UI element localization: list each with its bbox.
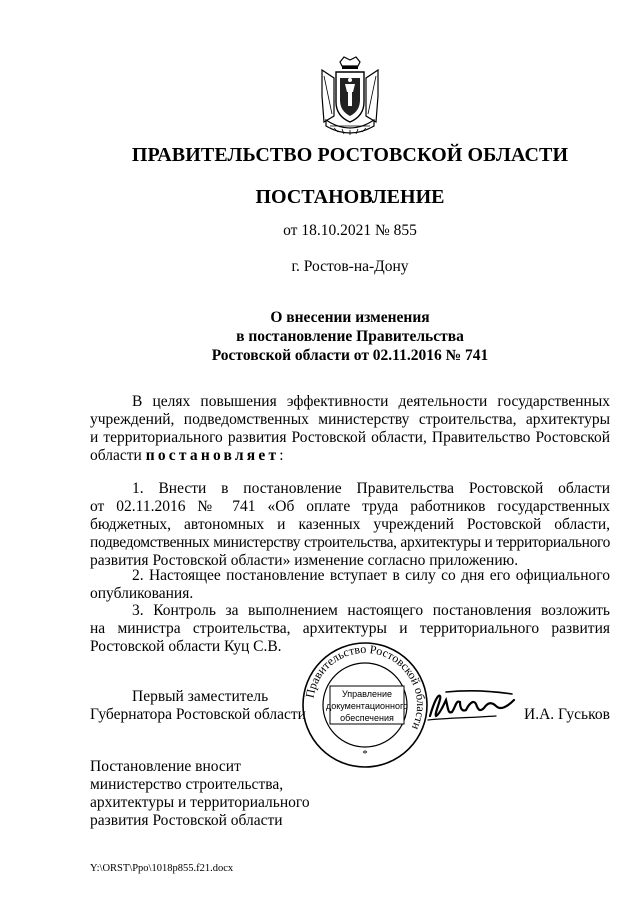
text-fragment: области — [90, 447, 146, 464]
text-line: от 02.11.2016 № 741 «Об оплате труда работников государственных — [90, 498, 610, 515]
text-line: В целях повышения эффективности деятельности государственных — [132, 393, 610, 410]
subject-line: Ростовской области от 02.11.2016 № 741 — [211, 347, 489, 364]
subject-line: в постановление Правительства — [236, 328, 464, 345]
text-line: и территориального развития Ростовской области, Правительство Ростовской — [90, 429, 610, 446]
signatory-position — [90, 688, 306, 724]
note-line: министерство строительства, — [90, 776, 284, 793]
file-path: Y:\ORST\Ppo\1018p855.f21.docx — [90, 863, 234, 874]
text-line: развития Ростовской области» изменение согласно приложению. — [90, 552, 519, 569]
text-line: 3. Контроль за выполнением настоящего постановления возложить — [132, 602, 610, 619]
stamp-ring-text: Правительство Ростовской области — [302, 641, 429, 733]
position-line: Первый заместитель — [132, 688, 269, 705]
item-2-paragraph — [90, 567, 610, 603]
text-line: учреждений, подведомственных министерству строительства, архитектуры — [90, 411, 610, 428]
date-number: от 18.10.2021 № 855 — [283, 222, 417, 239]
position-line: Губернатора Ростовской области — [90, 706, 306, 723]
text-line: опубликования. — [90, 585, 194, 602]
government-title: ПРАВИТЕЛЬСТВО РОСТОВСКОЙ ОБЛАСТИ — [131, 144, 569, 166]
text-line: Ростовской области Куц С.В. — [90, 638, 282, 655]
note-line: развития Ростовской области — [90, 812, 283, 829]
coat-of-arms-icon — [316, 56, 384, 136]
note-line: Постановление вносит — [90, 758, 241, 775]
city: г. Ростов-на-Дону — [291, 258, 409, 275]
submitter-note — [90, 758, 310, 830]
note-line: архитектуры и территориального — [90, 794, 310, 811]
intro-paragraph — [90, 393, 610, 465]
signatory-name: И.А. Гуськов — [524, 706, 610, 723]
text-line: на министра строительства, архитектуры и территориального развития — [90, 620, 610, 637]
stamp-inner-line: обеспечения — [340, 713, 394, 723]
subject-line: О внесении изменения — [270, 309, 430, 326]
text-line: бюджетных, автономных и казенных учреждений Ростовской области, — [90, 516, 610, 533]
text-line: подведомственных министерству строительства, архитектуры и территориального — [90, 534, 610, 551]
item-1-paragraph — [90, 480, 610, 570]
text-fragment: : — [279, 447, 284, 464]
text-line: 1. Внести в постановление Правительства Ростовской области — [132, 480, 610, 497]
official-stamp — [300, 640, 430, 770]
stamp-star: * — [362, 748, 368, 760]
stamp-inner-line: документационного — [325, 701, 409, 711]
handwritten-signature-icon — [426, 684, 518, 728]
stamp-inner-line: Управление — [341, 689, 393, 699]
document-subject — [0, 308, 640, 365]
document-type: ПОСТАНОВЛЕНИЕ — [255, 186, 445, 208]
text-line: 2. Настоящее постановление вступает в силу со дня его официального — [132, 567, 610, 584]
decree-keyword: постановляет — [145, 447, 280, 464]
text-line — [90, 447, 610, 465]
